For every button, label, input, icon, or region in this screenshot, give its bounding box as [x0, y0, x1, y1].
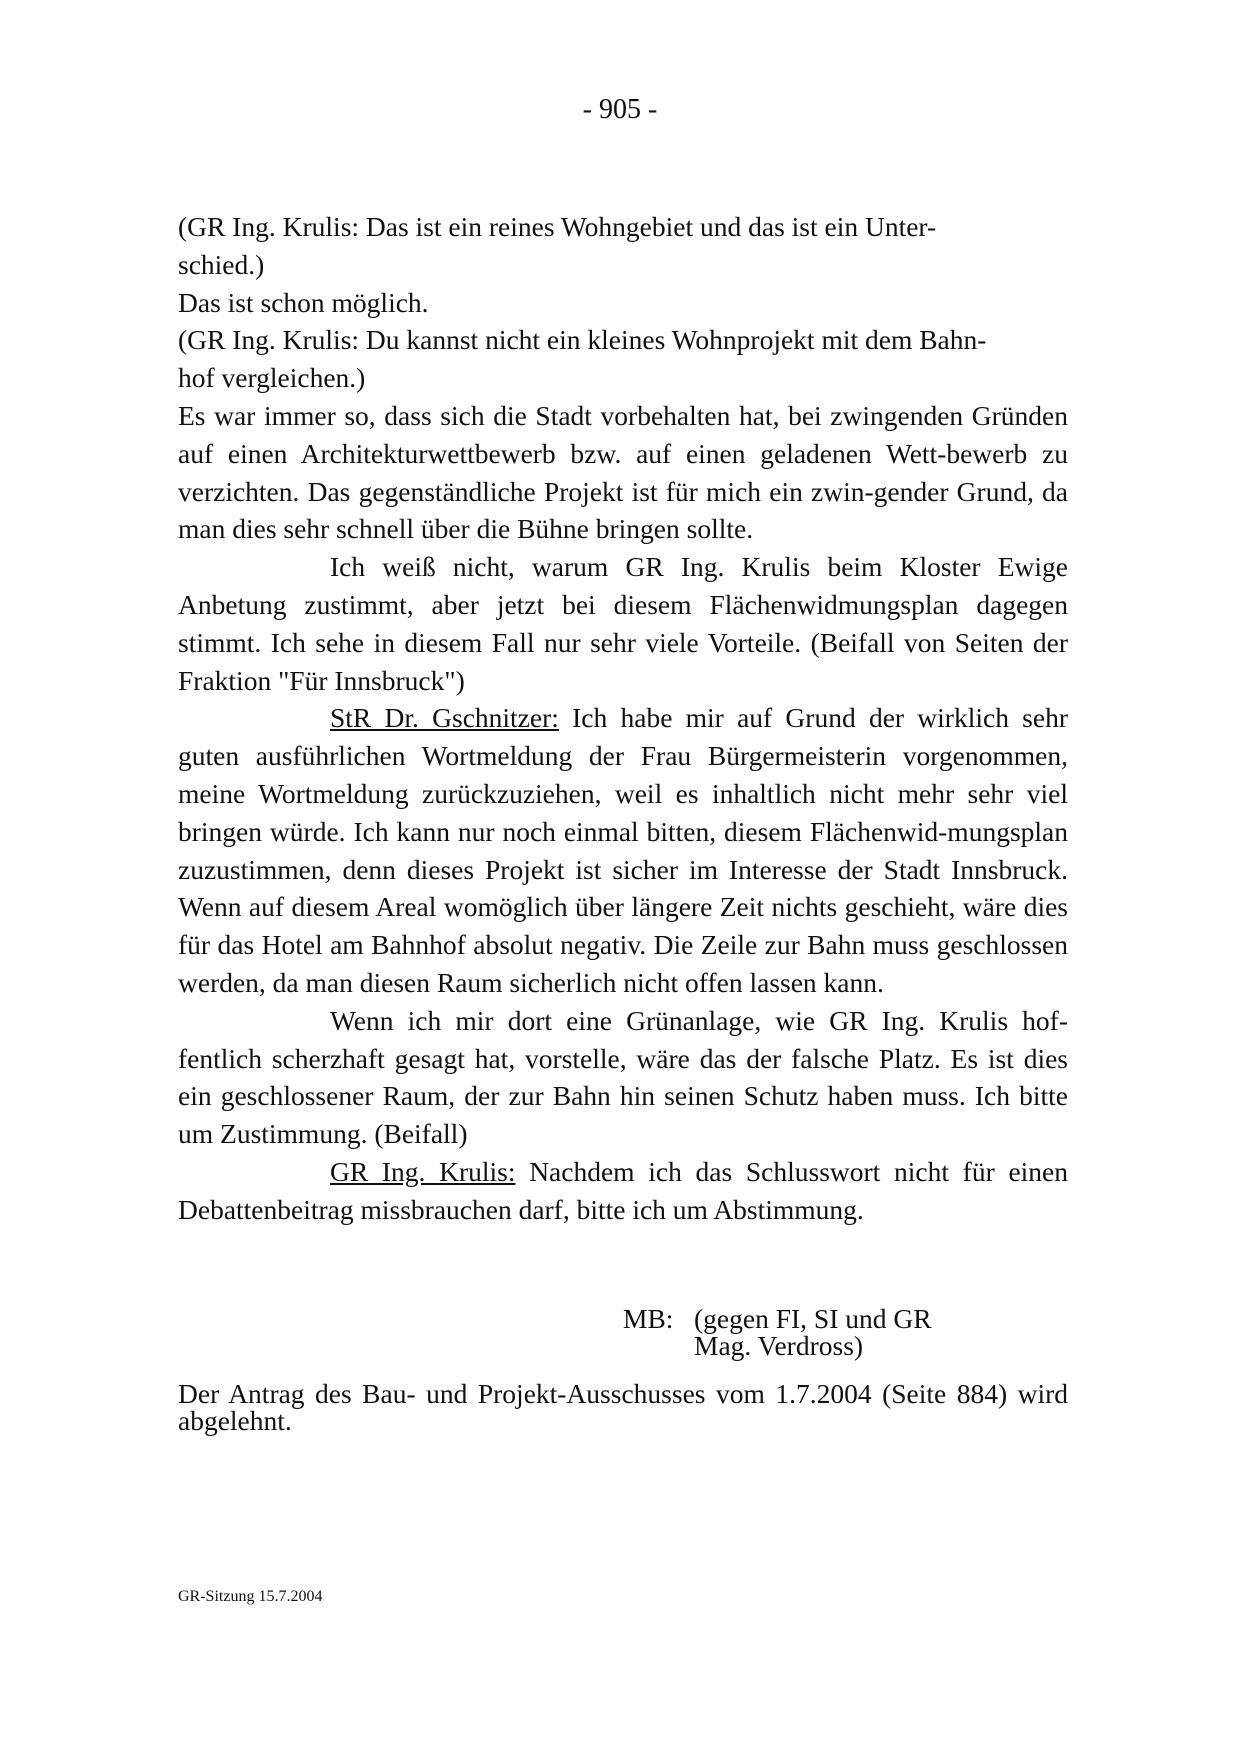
interjection-line-3: (GR Ing. Krulis: Du kannst nicht ein kleines Wohnprojekt mit dem Bahn-	[178, 324, 987, 356]
vote-note-line-1: (gegen FI, SI und GR	[694, 1303, 932, 1334]
paragraph-gschnitzer	[178, 699, 1068, 1001]
gschnitzer-text: Ich habe mir auf Grund der wirklich sehr guten ausführlichen Wortmeldung der Frau Bürgermeisterin vorgenommen, meine Wortmeldung zurückzuziehen, weil es inhaltlich nicht mehr sehr viel bringen würde. Ich kann nur noch einmal bitten, diesem Flächenwid-mungsplan zuzustimmen, denn dieses Projekt ist sicher im Interesse der Stadt Innsbruck. Wenn auf diesem Areal womöglich über längere Zeit nichts geschieht, wäre dies für das Hotel am Bahnhof absolut negativ. Die Zeile zur Bahn muss geschlossen werden, da man diesen Raum sicherlich nicht offen lassen kann.	[178, 702, 1068, 998]
vote-label: MB:	[623, 1303, 674, 1334]
speaker-krulis: GR Ing. Krulis:	[330, 1155, 516, 1187]
paragraph-kloster: Ich weiß nicht, warum GR Ing. Krulis beim Kloster Ewige Anbetung zustimmt, aber jetzt bei diesem Flächenwidmungsplan dagegen stimmt. Ich sehe in diesem Fall nur sehr viele Vorteile. (Beifall von Seiten der Fraktion "Für Innsbruck")	[178, 551, 1068, 696]
vote-note	[694, 1305, 994, 1359]
vote-result	[623, 1305, 994, 1359]
krulis-text: Nachdem ich das Schlusswort nicht für einen Debattenbeitrag missbrauchen darf, bitte ich um Abstimmung.	[178, 1155, 1068, 1225]
paragraph-stadt: Es war immer so, dass sich die Stadt vorbehalten hat, bei zwingenden Gründen auf einen Architekturwettbewerb bzw. auf einen geladenen Wett-bewerb zu verzichten. Das gegenständliche Projekt ist für mich ein zwin-gender Grund, da man dies sehr schnell über die Bühne bringen sollte.	[178, 399, 1068, 545]
paragraph-gruenanlage: Wenn ich mir dort eine Grünanlage, wie GR Ing. Krulis hof-fentlich scherzhaft gesagt hat, vorstelle, wäre das der falsche Platz. Es ist dies ein geschlossener Raum, der zur Bahn hin seinen Schutz haben muss. Ich bitte um Zustimmung. (Beifall)	[178, 1004, 1068, 1150]
interjection-line-2: schied.)	[178, 248, 265, 280]
resolution-text: Der Antrag des Bau- und Projekt-Ausschusses vom 1.7.2004 (Seite 884) wird abgelehnt.	[178, 1378, 1068, 1436]
body-text	[178, 208, 1068, 1229]
paragraph-krulis	[178, 1153, 1068, 1229]
interjection-line-4: hof vergleichen.)	[178, 362, 366, 394]
page-number: - 905 -	[582, 94, 658, 125]
vote-note-line-2: Mag. Verdross)	[694, 1330, 864, 1361]
reply-line: Das ist schon möglich.	[178, 286, 429, 318]
speaker-gschnitzer: StR Dr. Gschnitzer:	[330, 702, 559, 734]
footer: GR-Sitzung 15.7.2004	[178, 1588, 323, 1605]
interjection-line-1: (GR Ing. Krulis: Das ist ein reines Wohngebiet und das ist ein Unter-	[178, 211, 937, 242]
